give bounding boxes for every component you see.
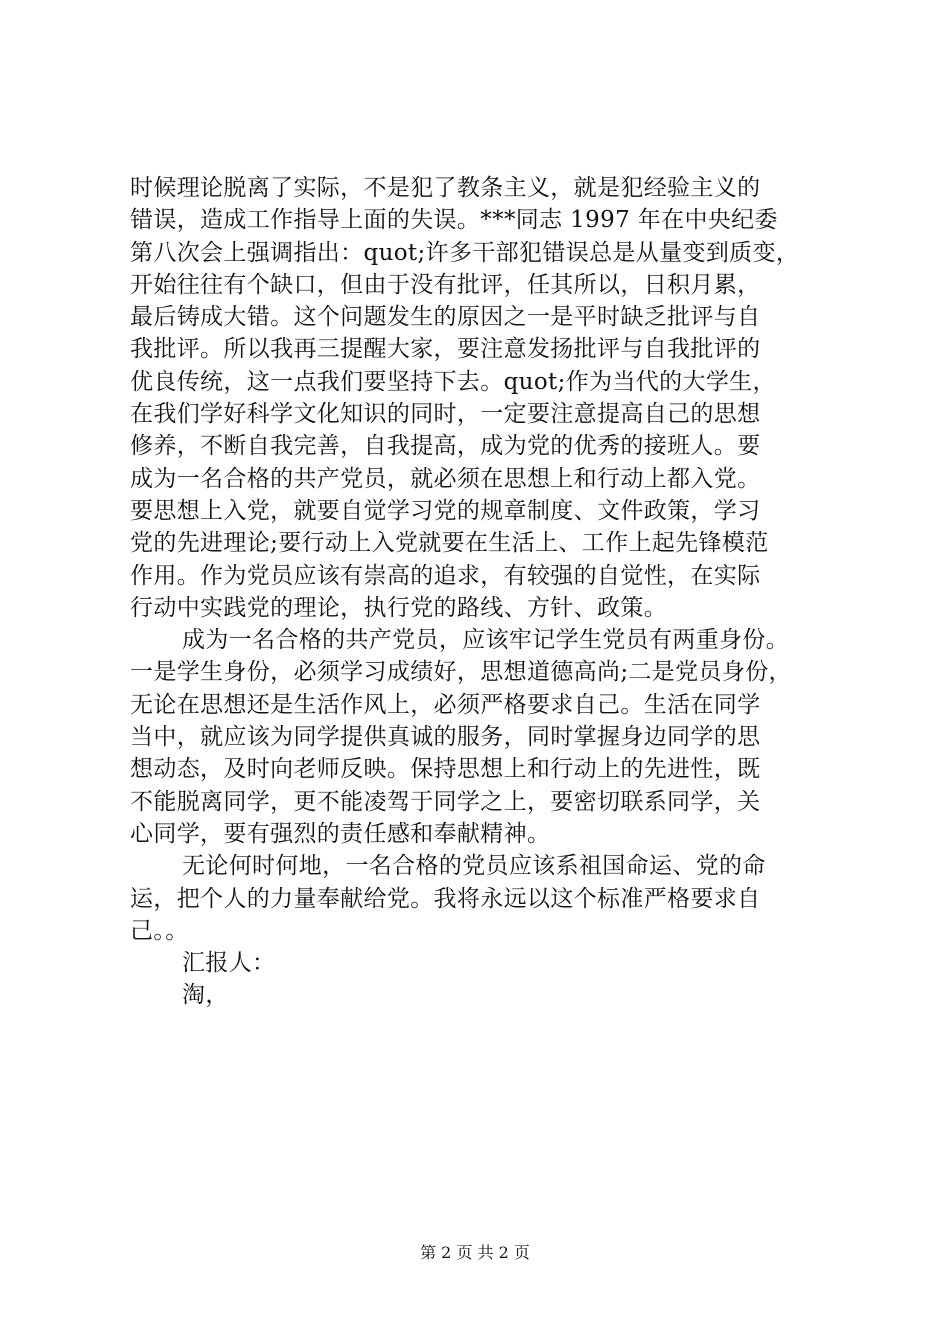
text-line: 成为一名合格的共产党员，就必须在思想上和行动上都入党。 [130,465,761,492]
reporter-label: 汇报人： [182,950,276,977]
text-line: 时候理论脱离了实际，不是犯了教条主义，就是犯经验主义的 [130,175,761,201]
text-line: 要思想上入党，就要自觉学习党的规章制度、文件政策，学习 [130,497,761,524]
text-line: 优良传统，这一点我们要坚持下去。quot;作为当代的大学生， [130,368,776,395]
text-line: 在我们学好科学文化知识的同时，一定要注意提高自己的思想 [130,401,761,428]
text-line: 党的先进理论;要行动上入党就要在生活上、工作上起先锋模范 [130,530,769,557]
text-line: 不能脱离同学，更不能凌驾于同学之上，要密切联系同学，关 [130,788,761,815]
paragraph-start-line: 成为一名合格的共产党员，应该牢记学生党员有两重身份。 [182,627,790,654]
body-text [130,172,830,1012]
text-line: 行动中实践党的理论，执行党的路线、方针、政策。 [130,594,668,621]
paragraph-start-line: 无论何时何地，一名合格的党员应该系祖国命运、党的命 [182,853,766,880]
text-line: 心同学，要有强烈的责任感和奉献精神。 [130,820,551,847]
text-line: 最后铸成大错。这个问题发生的原因之一是平时缺乏批评与自 [130,304,761,331]
text-line: 想动态，及时向老师反映。保持思想上和行动上的先进性，既 [130,756,761,783]
text-line: 一是学生身份，必须学习成绩好，思想道德高尚;二是党员身份， [130,659,792,686]
text-line: 开始往往有个缺口，但由于没有批评，任其所以，日积月累， [130,271,761,298]
text-line: 修养，不断自我完善，自我提高，成为党的优秀的接班人。要 [130,433,761,460]
text-line: 作用。作为党员应该有崇高的追求，有较强的自觉性，在实际 [130,562,761,589]
text-line: 运，把个人的力量奉献给党。我将永远以这个标准严格要求自 [130,885,761,912]
text-line: 错误，造成工作指导上面的失误。***同志 1997 年在中央纪委 [130,207,778,234]
text-line: 无论在思想还是生活作风上，必须严格要求自己。生活在同学 [130,691,761,718]
text-line: 我批评。所以我再三提醒大家，要注意发扬批评与自我批评的 [130,336,761,363]
text-line: 当中，就应该为同学提供真诚的服务，同时掌握身边同学的思 [130,724,761,751]
reporter-name: 淘， [182,982,229,1009]
text-line: 第八次会上强调指出：quot;许多干部犯错误总是从量变到质变， [130,239,800,266]
text-line: 己。。 [130,917,189,944]
page-footer: 第 2 页 共 2 页 [420,1243,530,1262]
